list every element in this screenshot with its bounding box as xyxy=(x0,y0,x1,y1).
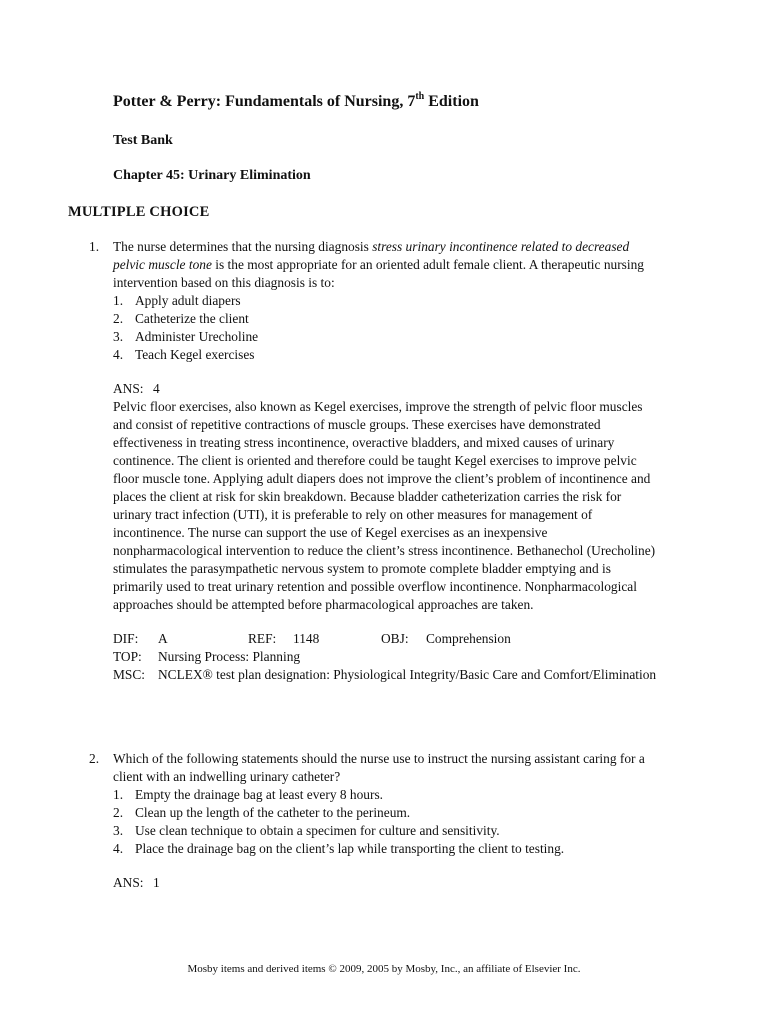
edition-superscript: th xyxy=(415,90,425,102)
dif-value: A xyxy=(158,631,168,646)
obj-value: Comprehension xyxy=(426,631,511,646)
option-text: Place the drainage bag on the client’s lap while transporting the client to testing. xyxy=(135,841,565,856)
answer-value: 4 xyxy=(153,381,160,396)
option-text: Empty the drainage bag at least every 8 hours. xyxy=(135,787,384,802)
answer-label: ANS: xyxy=(113,875,144,890)
chapter-title: Chapter 45: Urinary Elimination xyxy=(113,168,311,183)
ref-label: REF: xyxy=(248,631,277,646)
option-text: Catheterize the client xyxy=(135,311,249,326)
option-item xyxy=(113,346,659,364)
question-number: 2. xyxy=(89,751,100,766)
stem-italic-diagnosis: stress urinary incontinence related to decreased pelvic muscle tone xyxy=(113,239,630,272)
option-number: 2. xyxy=(113,805,124,820)
question-number: 1. xyxy=(89,239,100,254)
option-item xyxy=(113,804,659,822)
question-2 xyxy=(89,750,659,892)
dif-label: DIF: xyxy=(113,631,139,646)
stem-text-end: is the most appropriate for an oriented adult female client. A therapeutic nursing intervention based on this diagnosis is to: xyxy=(113,257,644,290)
book-title-text: Potter & Perry: Fundamentals of Nursing, 7 xyxy=(113,93,416,110)
metadata xyxy=(113,630,659,684)
question-stem: Which of the following statements should the nurse use to instruct the nursing assistant caring for a client with an indwelling urinary catheter? xyxy=(113,751,645,784)
answer-options xyxy=(113,786,659,858)
answer-label: ANS: xyxy=(113,381,144,396)
metadata-row xyxy=(113,666,659,684)
option-number: 2. xyxy=(113,311,124,326)
rationale: Pelvic floor exercises, also known as Kegel exercises, improve the strength of pelvic floor muscles and consist of repetitive contractions of muscle groups. These exercises have demonstrated effectiveness in treating stress incontinence, overactive bladders, and mixed causes of urinary continence. The client is oriented and therefore could be taught Kegel exercises to improve pelvic floor muscle tone. Applying adult diapers does not improve the client’s problem of incontinence and places the client at risk for skin breakdown. Because bladder catheterization carries the risk for urinary tract infection (UTI), it is preferable to rely on other measures for management of incontinence. The nurse can support the use of Kegel exercises as an inexpensive nonpharmacological intervention to reduce the client’s stress incontinence. Bethanechol (Urecholine) stimulates the parasympathetic nervous system to promote complete bladder emptying and is primarily used to treat urinary retention and possible overflow incontinence. Nonpharmacological approaches should be attempted before pharmacological approaches are taken. xyxy=(113,399,656,612)
question-1 xyxy=(89,238,659,684)
option-text: Clean up the length of the catheter to the perineum. xyxy=(135,805,411,820)
option-text: Use clean technique to obtain a specimen for culture and sensitivity. xyxy=(135,823,500,838)
answer-line xyxy=(113,380,659,398)
option-text: Apply adult diapers xyxy=(135,293,241,308)
msc-label: MSC: xyxy=(113,667,146,682)
test-bank-label: Test Bank xyxy=(113,133,173,148)
answer-value: 1 xyxy=(153,875,160,890)
option-item xyxy=(113,786,659,804)
option-number: 4. xyxy=(113,347,124,362)
option-number: 4. xyxy=(113,841,124,856)
option-number: 3. xyxy=(113,329,124,344)
book-title xyxy=(113,90,479,111)
answer-line xyxy=(113,874,659,892)
top-label: TOP: xyxy=(113,649,142,664)
option-number: 1. xyxy=(113,293,124,308)
question-stem xyxy=(113,238,659,292)
option-item xyxy=(113,840,659,858)
metadata-row xyxy=(113,630,659,648)
ref-value: 1148 xyxy=(293,631,320,646)
option-item xyxy=(113,310,659,328)
copyright-footer: Mosby items and derived items © 2009, 2005 by Mosby, Inc., an affiliate of Elsevier Inc. xyxy=(187,963,581,975)
stem-text: The nurse determines that the nursing diagnosis xyxy=(113,239,373,254)
option-item xyxy=(113,328,659,346)
book-title-edition: Edition xyxy=(424,93,479,110)
option-number: 1. xyxy=(113,787,124,802)
option-text: Administer Urecholine xyxy=(135,329,259,344)
top-value: Nursing Process: Planning xyxy=(158,649,301,664)
metadata-row xyxy=(113,648,659,666)
option-text: Teach Kegel exercises xyxy=(135,347,255,362)
msc-value: NCLEX® test plan designation: Physiological Integrity/Basic Care and Comfort/Elimination xyxy=(158,667,657,682)
section-heading: MULTIPLE CHOICE xyxy=(68,204,210,220)
answer-options xyxy=(113,292,659,364)
option-item xyxy=(113,292,659,310)
option-item xyxy=(113,822,659,840)
option-number: 3. xyxy=(113,823,124,838)
obj-label: OBJ: xyxy=(381,631,409,646)
